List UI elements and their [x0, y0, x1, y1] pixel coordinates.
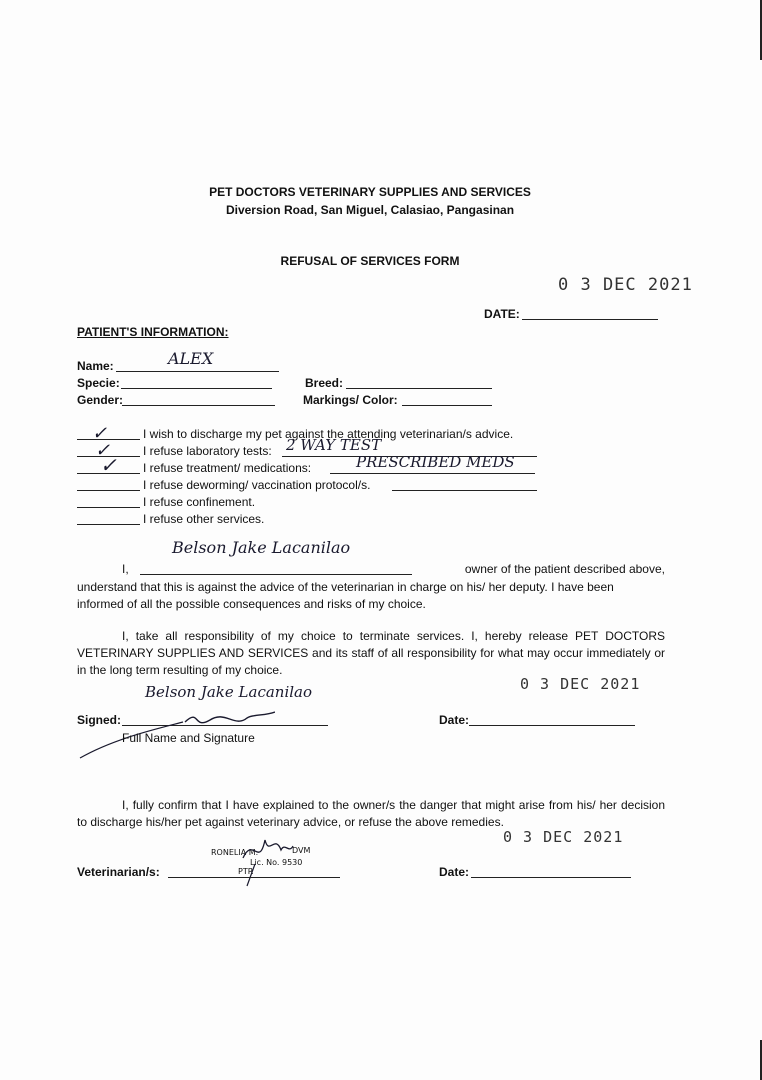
full-name-label: Full Name and Signature	[122, 731, 255, 745]
veterinarian-signature-field[interactable]	[168, 877, 340, 878]
option-4-blank[interactable]	[77, 490, 140, 491]
option-4-detail-field[interactable]	[392, 490, 537, 491]
vet-stamp-suffix: DVM	[292, 846, 311, 855]
patient-info-heading: PATIENT'S INFORMATION:	[77, 325, 229, 339]
markings-label: Markings/ Color:	[303, 393, 398, 407]
option-2-text: I refuse laboratory tests:	[143, 444, 272, 458]
option-5-text: I refuse confinement.	[143, 495, 256, 509]
breed-label: Breed:	[305, 376, 344, 390]
statement-line3: informed of all the possible consequences and risks of my choice.	[77, 597, 426, 611]
owner-name-handwritten: Belson Jake Lacanilao	[172, 538, 351, 557]
form-title: REFUSAL OF SERVICES FORM	[280, 254, 460, 268]
specie-field[interactable]	[121, 388, 272, 389]
date-stamp-top: 0 3 DEC 2021	[558, 275, 693, 295]
vet-date-field[interactable]	[471, 877, 631, 878]
signed-date-field[interactable]	[469, 725, 635, 726]
gender-label: Gender:	[77, 393, 124, 407]
date-stamp-vet: 0 3 DEC 2021	[503, 828, 624, 846]
gender-field[interactable]	[122, 405, 275, 406]
option-1-text: I wish to discharge my pet against the attending veterinarian/s advice.	[143, 427, 514, 441]
company-name: PET DOCTORS VETERINARY SUPPLIES AND SERVICES	[209, 185, 531, 199]
vet-stamp-name: RONELIA M.	[211, 848, 259, 857]
option-3-detail-field[interactable]	[330, 473, 535, 474]
owner-name-field[interactable]	[140, 574, 412, 575]
signed-date-label: Date:	[439, 713, 470, 727]
signed-name-handwritten: Belson Jake Lacanilao	[145, 683, 313, 701]
statement-i: I,	[122, 562, 129, 576]
option-5-blank[interactable]	[77, 507, 140, 508]
option-3-handwritten: PRESCRIBED MEDS	[356, 453, 515, 471]
company-address: Diversion Road, San Miguel, Calasiao, Pangasinan	[225, 203, 515, 217]
check-mark-icon: ✓	[95, 440, 111, 461]
name-value: ALEX	[168, 349, 214, 368]
option-6-text: I refuse other services.	[143, 512, 265, 526]
date-stamp-signed: 0 3 DEC 2021	[520, 675, 641, 693]
check-mark-icon: ✓	[92, 423, 108, 444]
option-4-text: I refuse deworming/ vaccination protocol/s.	[143, 478, 371, 492]
confirmation-paragraph: I, fully confirm that I have explained to the owner/s the danger that might arise from his/ her decision to discharge his/her pet against veterinary advice, or refuse the above remedies.	[77, 798, 665, 829]
vet-date-label: Date:	[439, 865, 470, 879]
option-6-blank[interactable]	[77, 524, 140, 525]
name-label: Name:	[77, 359, 114, 373]
specie-label: Specie:	[77, 376, 120, 390]
option-2-handwritten: 2 WAY TEST	[286, 436, 382, 454]
option-3-text: I refuse treatment/ medications:	[143, 461, 312, 475]
breed-field[interactable]	[346, 388, 492, 389]
markings-field[interactable]	[402, 405, 492, 406]
veterinarian-label: Veterinarian/s:	[77, 865, 160, 879]
signed-label: Signed:	[77, 713, 121, 727]
date-line-top[interactable]	[522, 319, 658, 320]
vet-signature-icon	[235, 828, 295, 888]
name-field[interactable]	[116, 371, 279, 372]
date-label-top: DATE:	[484, 307, 520, 321]
vet-stamp-ptr: PTR	[238, 867, 254, 876]
check-mark-icon: ✓	[100, 453, 117, 477]
statement-line2: understand that this is against the advice of the veterinarian in charge on his/ her deputy. I have been	[77, 580, 614, 594]
vet-stamp-license: Lic. No. 9530	[250, 858, 303, 867]
statement-line1: owner of the patient described above,	[464, 562, 665, 576]
responsibility-paragraph: I, take all responsibility of my choice to terminate services. I, hereby release PET DOCTORS VETERINARY SUPPLIES AND SERVICES and its staff of all responsibility for what may occur immediately or in the long term resulting of my choice.	[77, 629, 665, 677]
